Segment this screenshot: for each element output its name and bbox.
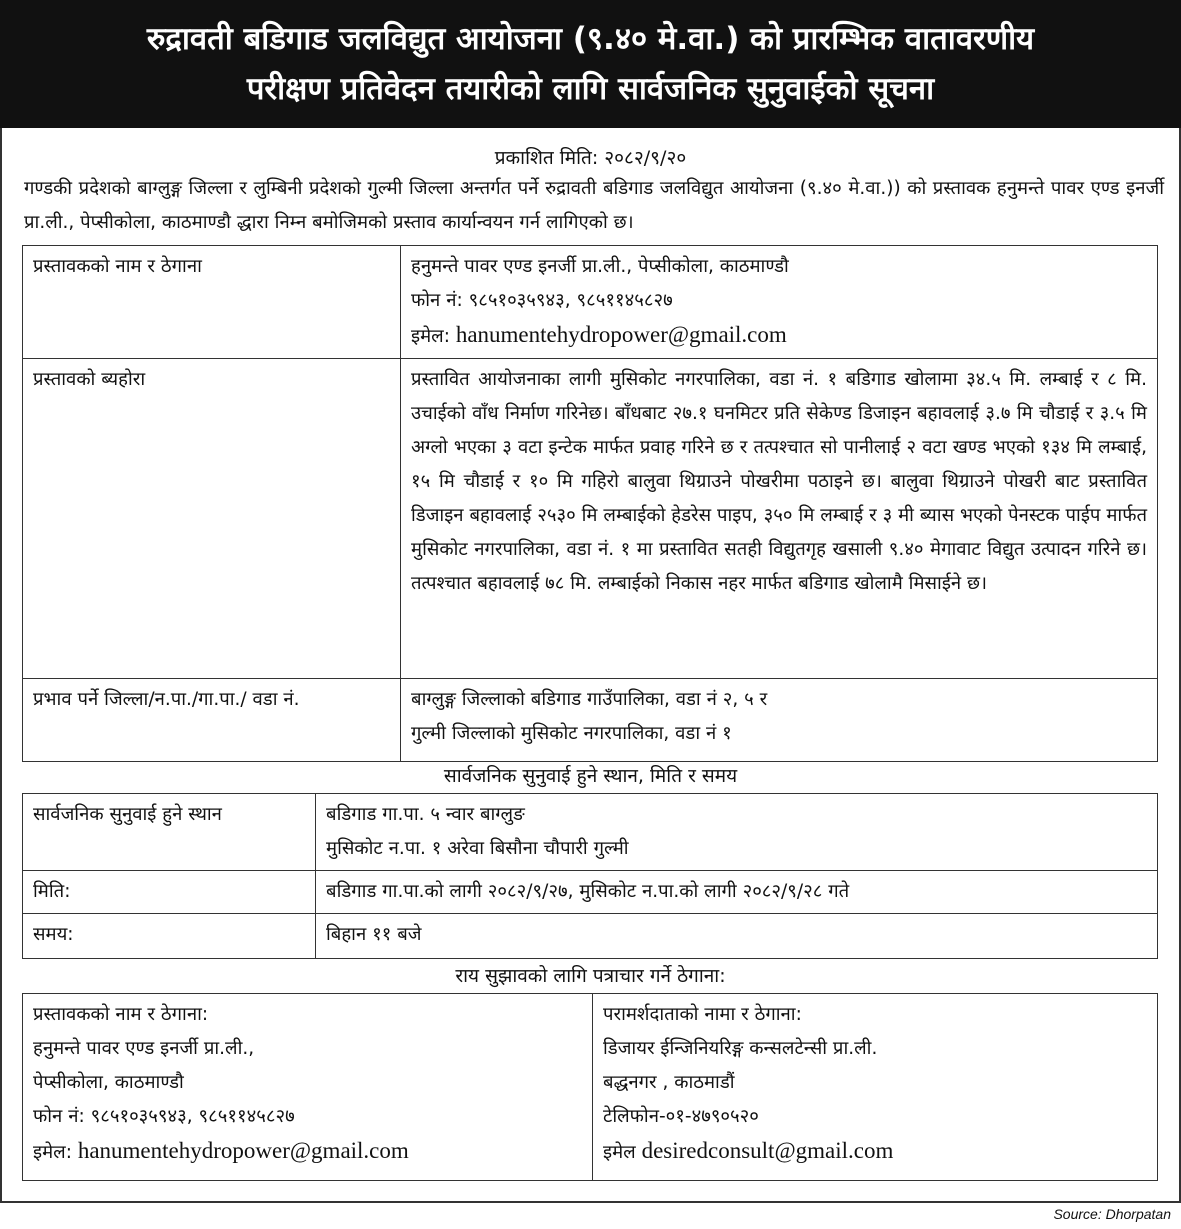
consultant-email: desiredconsult@gmail.com (641, 1138, 894, 1163)
affected-area-label: प्रभाव पर्ने जिल्ला/न.पा./गा.पा./ वडा नं. (23, 679, 401, 762)
proposer-email: hanumentehydropower@gmail.com (455, 322, 787, 347)
email-label: इमेल: (33, 1142, 72, 1163)
proposer-contact-name: हनुमन्ते पावर एण्ड इनर्जी प्रा.ली., (33, 1038, 255, 1059)
source-credit: Source: Dhorpatan (1053, 1206, 1171, 1222)
hearing-date: बडिगाड गा.पा.को लागी २०८२/९/२७, मुसिकोट न.पा.को लागी २०८२/९/२८ गते (316, 871, 1158, 914)
hearing-place-1: बडिगाड गा.पा. ५ न्वार बाग्लुङ (326, 804, 525, 825)
hearing-place-label: सार्वजनिक सुनुवाई हुने स्थान (23, 794, 316, 871)
title-line-2: परीक्षण प्रतिवेदन तयारीको लागि सार्वजनिक सुनुवाईको सूचना (246, 71, 935, 107)
email-label: इमेल (603, 1142, 636, 1163)
consultant-heading: परामर्शदाताको नामा र ठेगाना: (603, 1004, 802, 1025)
proposer-contact-heading: प्रस्तावकको नाम र ठेगाना: (33, 1004, 209, 1025)
hearing-heading: सार्वजनिक सुनुवाई हुने स्थान, मिति र समय (443, 765, 738, 787)
email-label: इमेल: (411, 326, 450, 347)
proposer-contact-address: पेप्सीकोला, काठमाण्डौ (33, 1072, 184, 1093)
title-line-1: रुद्रावती बडिगाड जलविद्युत आयोजना (९.४० मे.वा.) को प्रारम्भिक वातावरणीय (146, 21, 1035, 57)
proposer-value (401, 246, 1158, 359)
notice-title (0, 0, 1181, 128)
contact-heading: राय सुझावको लागि पत्राचार गर्ने ठेगाना: (455, 965, 726, 987)
contact-table (22, 993, 1158, 1181)
affected-area-value (401, 679, 1158, 762)
proposer-contact-phone: फोन नं: ९८५१०३५९४३, ९८५११४५८२७ (33, 1106, 295, 1127)
consultant-name: डिजायर ईन्जिनियरिङ्ग कन्सलटेन्सी प्रा.ली. (603, 1038, 878, 1059)
proposal-description: प्रस्तावित आयोजनाका लागी मुसिकोट नगरपालिका, वडा नं. १ बडिगाड खोलामा ३४.५ मि. लम्बाई र ८ मि. उचाईको वाँध निर्माण गरिनेछ। बाँधबाट २७.१ घनमिटर प्रति सेकेण्ड डिजाइन बहावलाई ३.७ मि चौडाई र ३.५ मि अग्लो भएका ३ वटा इन्टेक मार्फत प्रवाह गरिने छ र तत्पश्चात सो पानीलाई २ वटा खण्ड भएको १३४ मि लम्बाई, १५ मि चौडाई र १० मि गहिरो बालुवा थिग्राउने पोखरीमा पठाइने छ। बालुवा थिग्राउने पोखरी बाट प्रस्तावित डिजाइन बहावलाई २५३० मि लम्बाईको हेडरेस पाइप, ३५० मि लम्बाई र ३ मी ब्यास भएको पेनस्टक पाईप मार्फत मुसिकोट नगरपालिका, वडा नं. १ मा प्रस्तावित सतही विद्युतगृह खसाली ९.४० मेगावाट विद्युत उत्पादन गरिने छ। तत्पश्चात बहावलाई ७८ मि. लम्बाईको निकास नहर मार्फत बडिगाड खोलामै मिसाईने छ। (401, 359, 1158, 679)
hearing-date-label: मिति: (23, 871, 316, 914)
hearing-place (316, 794, 1158, 871)
proposer-phone: फोन नं: ९८५१०३५९४३, ९८५११४५८२७ (411, 290, 673, 311)
proposer-name: हनुमन्ते पावर एण्ड इनर्जी प्रा.ली., पेप्सीकोला, काठमाण्डौ (411, 256, 789, 277)
proposer-contact (23, 994, 593, 1181)
intro-paragraph: गण्डकी प्रदेशको बाग्लुङ्ग जिल्ला र लुम्बिनी प्रदेशको गुल्मी जिल्ला अन्तर्गत पर्ने रुद्रावती बडिगाड जलविद्युत आयोजना (९.४० मे.वा.)) को प्रस्तावक हनुमन्ते पावर एण्ड इनर्जी प्रा.ली., पेप्सीकोला, काठमाण्डौ द्धारा निम्न बमोजिमको प्रस्ताव कार्यान्वयन गर्न लागिएको छ। (24, 178, 1164, 233)
proposal-table (22, 245, 1158, 762)
consultant-address: बद्धनगर , काठमाडौं (603, 1072, 735, 1093)
consultant-phone: टेलिफोन-०१-४७९०५२० (603, 1106, 759, 1127)
affected-area-2: गुल्मी जिल्लाको मुसिकोट नगरपालिका, वडा नं १ (411, 723, 732, 744)
proposer-contact-email: hanumentehydropower@gmail.com (77, 1138, 409, 1163)
consultant-contact (593, 994, 1158, 1181)
hearing-time: बिहान ११ बजे (316, 914, 1158, 959)
hearing-place-2: मुसिकोट न.पा. १ अरेवा बिसौना चौपारी गुल्मी (326, 838, 629, 859)
affected-area-1: बाग्लुङ्ग जिल्लाको बडिगाड गाउँपालिका, वडा नं २, ५ र (411, 689, 768, 710)
proposer-label: प्रस्तावकको नाम र ठेगाना (23, 246, 401, 359)
hearing-time-label: समय: (23, 914, 316, 959)
proposal-description-label: प्रस्तावको ब्यहोरा (23, 359, 401, 679)
published-date: प्रकाशित मिति: २०८२/९/२० (494, 147, 687, 169)
hearing-table (22, 793, 1158, 959)
